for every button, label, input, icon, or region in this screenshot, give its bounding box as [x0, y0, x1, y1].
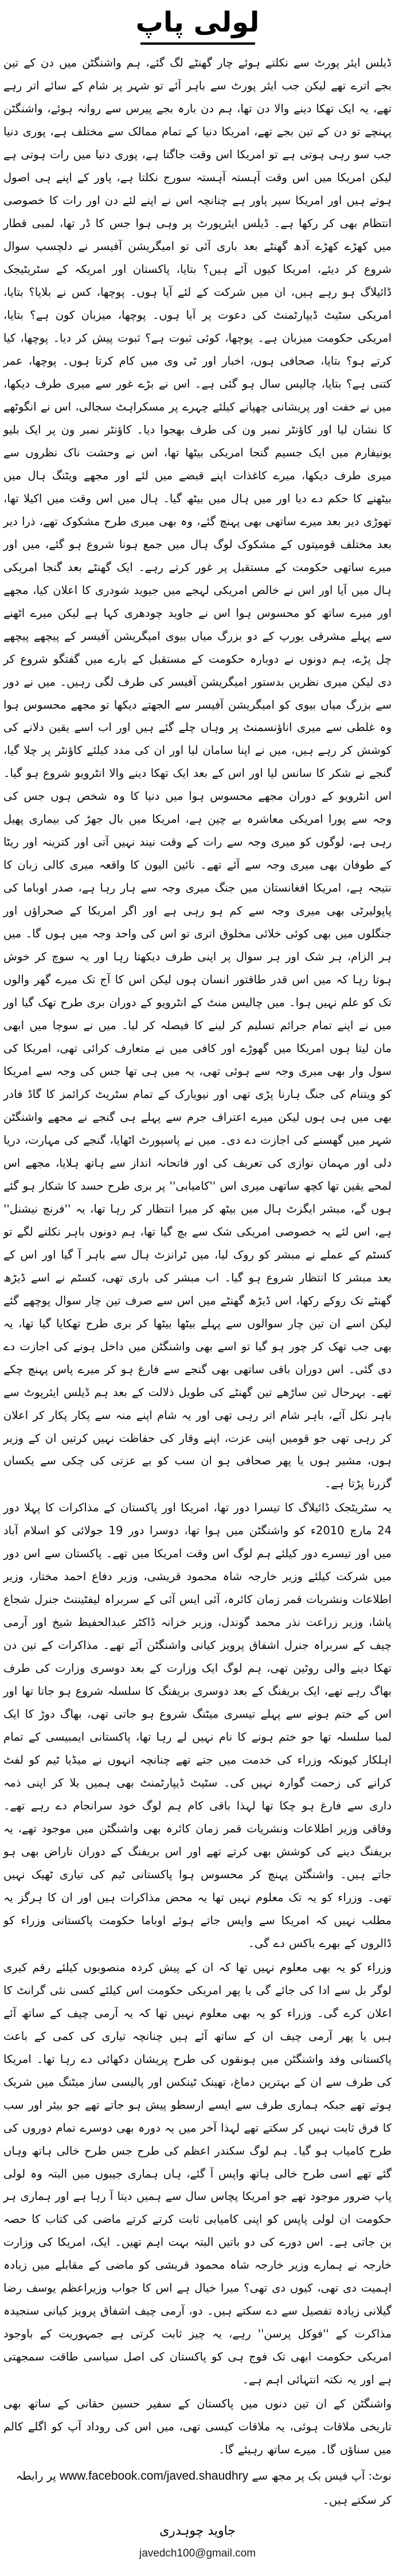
article-paragraph-3: وزراء کو یہ بھی معلوم نہیں تھا کہ ان کے پیش کردہ منصوبوں کیلئے رقم کیری لوگر بل سے ادا کی جائے گی یا پھر امریکی حکومت اس کیلئے کسی نئی گرانٹ کا اعلان کرے گی۔ وزراء کو یہ بھی معلوم نہیں تھا کہ یہ آرمی چیف کے ساتھ آئے ہیں یا پھر آرمی چیف ان کے ساتھ آئے ہیں چنانچہ تیاری کی کمی کے باعث پاکستانی وفد واشنگٹن میں ہونقوں کی طرح پریشان دکھائی دے رہا تھا۔ امریکا کی طرف سے ان کے بہترین دماغ، تھینک ٹینکس اور پالیسی ساز میٹنگ میں شریک ہوتے تھے جبکہ ہماری طرف سے ایسے ارسطو پیش ہو جاتے تھے جو بیئر اور سب کا فرق ثابت نہیں کر سکتے تھے لہذا آخر میں یہ دورہ بھی دوسرے تمام دوروں کی طرح کامیاب ہو گیا۔ ہم لوگ سکندر اعظم کی طرح جس طرح خالی ہاتھ وہاں گئے تھے اسی طرح خالی ہاتھ واپس آ گئے، ہاں ہماری جیبوں میں البتہ وہ لولی پاپ ضرور موجود تھے جو امریکا پچاس سال سے ہمیں دیتا آ رہا ہے اور ہماری ہر حکومت ان لولی پاپس کو اپنی کامیابی ثابت کرتے کرتے ماضی کی کتاب کا حصہ بن جاتی ہے۔ اس دورے کی دو باتیں البتہ بہت اہم تھیں۔ ایک، امریکا کی وزارت خارجہ نے ہمارے وزیر خارجہ شاہ محمود قریشی کو ماضی کے مقابلے میں زیادہ اہمیت دی تھی، کیوں دی تھی؟ میرا خیال ہے اس کا جواب وزیراعظم یوسف رضا گیلانی زیادہ تفصیل سے دے سکتے ہیں۔ دو، آرمی چیف اشفاق پرویز کیانی سنجیدہ مذاکرت کے ''فوکل پرسن'' رہے، یہ چیز ثابت کرتی ہے جمہوریت کے باوجود امریکی حکومت ابھی تک فوج ہی کو پاکستان کی اصل سیاسی طاقت سمجھتی ہے اور یہ نکتہ انتہائی اہم ہے۔ [3, 1960, 392, 2387]
author-name: جاوید چوہدری [159, 2524, 236, 2539]
article-paragraph-1: ڈیلس ایئر پورٹ سے نکلتے ہوئے چار گھنٹے لگ گئے، ہم واشنگٹن میں دن کے تین بجے اترے تھے لیکن جب ایئر پورٹ سے باہر آئے تو شہر پر شام کے سائے اتر رہے تھے، یہ ایک تھکا دینے والا دن تھا، ہم دن بارہ بجے پیرس سے روانہ ہوئے، واشنگٹن پہنچے تو دن کے تین بجے تھے، امریکا دنیا کے تمام ممالک سے مختلف ہے، پوری دنیا جب سو رہی ہوتی ہے تو امریکا اس وقت جاگتا ہے، پوری دنیا میں رات ہوتی ہے لیکن امریکا میں اس وقت آہستہ آہستہ سورج نکلتا ہے، پاور کے اپنے ہی اصول ہوتے ہیں اور امریکا سپر پاور ہے چنانچہ اس نے اپنے لئے دن اور رات کا خصوصی انتظام بھی کر رکھا ہے۔ ڈیلس ایئرپورٹ پر وہی ہوا جس کا ڈر تھا، لمبی قطار میں کھڑے کھڑے آدھ گھنٹے بعد باری آئی تو امیگریشن آفیسر نے دلچسپ سوال شروع کر دیئے، امریکا کیوں آئے ہیں؟ بتایا، پاکستان اور امریکہ کے سٹریٹیجک ڈائیلاگ ہو رہے ہیں، ان میں شرکت کے لئے آیا ہوں۔ پوچھا، کس نے بلایا؟ بتایا، امریکی سٹیٹ ڈیپارٹمنٹ کی دعوت پر آیا ہوں۔ پوچھا، میزبان کون ہے؟ بتایا، امریکی حکومت میزبان ہے۔ پوچھا، کوئی ثبوت ہے؟ ثبوت پیش کر دیا۔ پوچھا، کیا کرتے ہو؟ بتایا، صحافی ہوں، اخبار اور ٹی وی میں کام کرتا ہوں۔ پوچھا، عمر کتنی ہے؟ بتایا، چالیس سال ہو گئی ہے۔ اس نے بڑے غور سے میری طرف دیکھا، میں نے خفت اور پریشانی چھپانے کیلئے چہرے پر مسکراہٹ سجالی، اس نے انگوٹھے کا نشان لیا اور کاؤنٹر نمبر ون کی طرف بھجوا دیا۔ کاؤنٹر نمبر ون پر ایک بلیو یونیفارم میں ایک جسیم گنجا امریکی بیٹھا تھا، اس نے وحشت ناک نظروں سے میری طرف دیکھا، میرے کاغذات اپنے قبضے میں لئے اور مجھے ویٹنگ ہال میں بیٹھنے کا حکم دے دیا اور میں ہال میں بیٹھ گیا۔ ہال میں اس وقت میں اکیلا تھا، تھوڑی دیر بعد میرے ساتھی بھی پہنچ گئے، وہ بھی میری طرح مشکوک تھے، ذرا دیر بعد مختلف قومیتوں کے مشکوک لوگ ہال میں جمع ہونا شروع ہو گئے، میں اور میرے ساتھی حکومت کے مستقبل پر غور کرتے رہے۔ ایک گھنٹے بعد گنجا امریکی ہال میں آیا اور اس نے خالص امریکی لہجے میں جیوید شودری کا اعلان کیا، مجھے اور میرے ساتھ کو محسوس ہوا اس نے جاوید چودھری کہا ہے لیکن میرے اٹھنے سے پہلے مشرقی یورپ کے دو بزرگ میاں بیوی امیگریشن آفیسر کے پیچھے پیچھے چل پڑے، ہم دونوں نے دوبارہ حکومت کے مستقبل کے بارے میں گفتگو شروع کر دی لیکن میری نظریں بدستور امیگریشن آفیسر کی طرف لگی رہیں۔ میں نے دور سے بزرگ میاں بیوی کو امیگریشن آفیسر سے الجھتے دیکھا تو مجھے محسوس ہوا وہ غلطی سے میری اناؤنسمنٹ پر وہاں چلے گئے ہیں اور اب اسے یقین دلانے کی کوشش کر رہے ہیں، میں نے اپنا سامان لیا اور ان کی مدد کیلئے کاؤنٹر پر چلا گیا، گنجے نے شکر کا سانس لیا اور اس کے بعد ایک تھکا دینے والا انٹرویو شروع ہو گیا۔ اس انٹرویو کے دوران مجھے محسوس ہوا میں دنیا کا وہ شخص ہوں جس کی وجہ سے پورا امریکی معاشرہ بے چین ہے، امریکا میں بال جھڑ کی بیماری پھیل رہی ہے، لوگوں کو میری وجہ سے رات کے وقت نیند نہیں آتی اور کترینہ اور ریٹا کے طوفان بھی میری وجہ سے آئے تھے۔ نائین الیون کا واقعہ میری کالی زبان کا نتیجہ ہے، امریکا افغانستان میں جنگ میری وجہ سے ہار رہا ہے، صدر اوباما کی پاپولیرٹی بھی میری وجہ سے کم ہو رہی ہے اور اگر امریکا کے صحراؤں اور جنگلوں میں بھی کوئی خلائی مخلوق اتری تو اس کی واحد وجہ میں ہوں گا۔ میں ہر الزام، ہر شک اور ہر سوال پر اپنی طرف دیکھتا رہا اور یہ سوچ کر خوش ہوتا رہا کہ میں اس قدر طاقتور انسان ہوں لیکن اس کا آج تک میرے گھر والوں تک کو علم نہیں ہوا۔ میں چالیس منٹ کے انٹرویو کے دوران بری طرح تھک گیا اور میں نے اپنے تمام جرائم تسلیم کر لینے کا فیصلہ کر لیا۔ میں نے سوچا میں ابھی مان لیتا ہوں امریکا میں گھوڑے اور کافی میں نے متعارف کرائی تھی، امریکا کی سول وار بھی میری وجہ سے ہوئی تھی، یہ میں ہی تھا جس کی وجہ سے امریکا کو ویتنام کی جنگ ہارنا پڑی تھی اور نیویارک کے تمام سٹریٹ کرائمز کا گاڈ فادر بھی میں ہی ہوں لیکن میرے اعتراف جرم سے پہلے ہی گنجے نے مجھے واشنگٹن شہر میں گھسنے کی اجازت دے دی۔ میں نے پاسپورٹ اٹھایا، گنجے کی مہارت، دریا دلی اور مہمان نوازی کی تعریف کی اور فاتحانہ انداز سے ہاتھ ہلایا، مجھے اس لمحے یقین تھا کچھ ساتھی میری اس ''کامیابی'' پر بری طرح حسد کا شکار ہو گئے ہوں گے، مبشر ایگزٹ ہال میں بیٹھ کر میرا انتظار کر رہا تھا، یہ ''فرنچ نیشنل'' ہے، اس لئے یہ خصوصی امریکی شک سے بچ گیا تھا، ہم دونوں باہر نکلنے لگے تو کسٹم کے عملے نے مبشر کو روک لیا، میں ٹرانزٹ ہال سے باہر آ گیا اور اس کے بعد مبشر کا انتظار شروع ہو گیا۔ اب مبشر کی باری تھی، کسٹم نے اسے ڈیڑھ گھنٹے تک روکے رکھا، اس ڈیڑھ گھنٹے میں اس سے صرف تین چار سوال پوچھے گئے لیکن اسے ان تین چار سوالوں سے پہلے بیٹھا بیٹھا کر بری طرح تھکایا گیا تھا، یہ بھی جب تھک کر چور ہو گیا تو اسے بھی واشنگٹن میں داخل ہونے کی اجازت دے دی گئی۔ اس دوران باقی ساتھی بھی گنجے سے فارغ ہو کر میرے پاس پہنچ چکے تھے۔ بہرحال تین ساڑھے تین گھنٹے کی طویل ذلالت کے بعد ہم ڈیلس ایئرپوٹ سے باہر نکل آئے، باہر شام اتر رہی تھی اور یہ شام اپنے منہ سے پکار پکار کر اعلان کر رہی تھی جو قومیں اپنی عزت، اپنے وقار کی حفاظت نہیں کرتیں ان کے وزیر ہوں، مشیر ہوں یا پھر صحافی ہو ان سب کو بے عزتی کی چکی سے یکساں گزرنا پڑتا ہے۔ [3, 56, 392, 1491]
facebook-url: www.facebook.com/javed.shaudhry [59, 2469, 249, 2483]
title-underline-rule [140, 42, 255, 45]
article-paragraph-4: واشنگٹن کے ان تین دنوں میں پاکستان کے سفیر حسین حقانی کے ساتھ بھی تاریخی ملاقات ہوئی، یہ ملاقات کیسی تھی، میں اس کی روداد آپ کو اگلے کالم میں سناؤں گا۔ میرے ساتھ رہیئے گا۔ [3, 2397, 392, 2457]
article-title: لولی پاپ [135, 6, 260, 38]
note-suffix: پر رابطہ کر سکتے ہیں۔ [15, 2469, 392, 2507]
article-paragraph-2: یہ سٹریٹجک ڈائیلاگ کا تیسرا دور تھا، امریکا اور پاکستان کے مذاکرات کا پہلا دور 24 مارچ 2010ء کو واشنگٹن میں ہوا تھا، دوسرا دور 19 جولائی کو اسلام آباد میں اور تیسرے دور کیلئے ہم لوگ اس وقت امریکا میں تھے۔ پاکستان سے اس دور میں شرکت کیلئے وزیر خارجہ شاہ محمود قریشی، وزیر دفاع احمد مختار، وزیر اطلاعات ونشریات قمر زمان کائرہ، آئی ایس آئی کے سربراہ لیفٹیننٹ جنرل شجاع پاشا، وزیر زراعت نذر محمد گوندل، وزیر خزانہ ڈاکٹر عبدالحفیظ شیخ اور آرمی چیف کے سربراہ جنرل اشفاق پرویز کیانی واشنگٹن آئے تھے۔ مذاکرات کے تین دن تھکا دینے والی روٹین تھی، ہم لوگ ایک وزارت کے بعد دوسری وزارت کی طرف بھاگ رہے تھے، ایک بریفنگ کے بعد دوسری بریفنگ کا سلسلہ شروع ہو جاتا تھا اور اس کے ختم ہونے سے پہلے تیسری میٹنگ شروع ہو جاتی تھی، بھاگ دوڑ کا ایک لمبا سلسلہ تھا جو ختم ہونے کا نام نہیں لے رہا تھا، پاکستانی ایمبیسی کے تمام اہلکار کیونکہ وزراء کی خدمت میں جتے تھے چنانچہ انہوں نے میڈیا ٹیم کو لفٹ کرانے کی زحمت گوارہ نہیں کی۔ سٹیٹ ڈیپارٹمنٹ بھی ہمیں بلا کر اپنی ذمہ داری سے فارغ ہو چکا تھا لہذا باقی کام ہم لوگ خود سرانجام دے رہے تھے۔ وفاقی وزیر اطلاعات ونشریات قمر زمان کائرہ بھی واشنگٹن میں موجود تھے، یہ بریفنگ دینے کی کوشش بھی کرتے تھے اور اس بریفنگ کے دوران ناراض بھی ہو جاتے ہیں۔ واشنگٹن پہنچ کر محسوس ہوا پاکستانی ٹیم کی تیاری ٹھیک نہیں تھی۔ وزراء کو یہ تک معلوم نہیں تھا یہ محض مذاکرات ہیں اور ان کا ہرگز یہ مطلب نہیں کہ امریکا سے واپس جاتے ہوئے اوباما حکومت پاکستانی وزراء کو ڈالروں کے بھرے باکس دے گی۔ [3, 1501, 392, 1950]
author-email: javedch100@gmail.com [139, 2547, 256, 2560]
article-body [3, 52, 392, 2461]
article-masthead [3, 3, 392, 45]
note-prefix: نوٹ: آپ فیس بک پر مجھ سے [252, 2469, 392, 2483]
author-note [3, 2464, 392, 2512]
